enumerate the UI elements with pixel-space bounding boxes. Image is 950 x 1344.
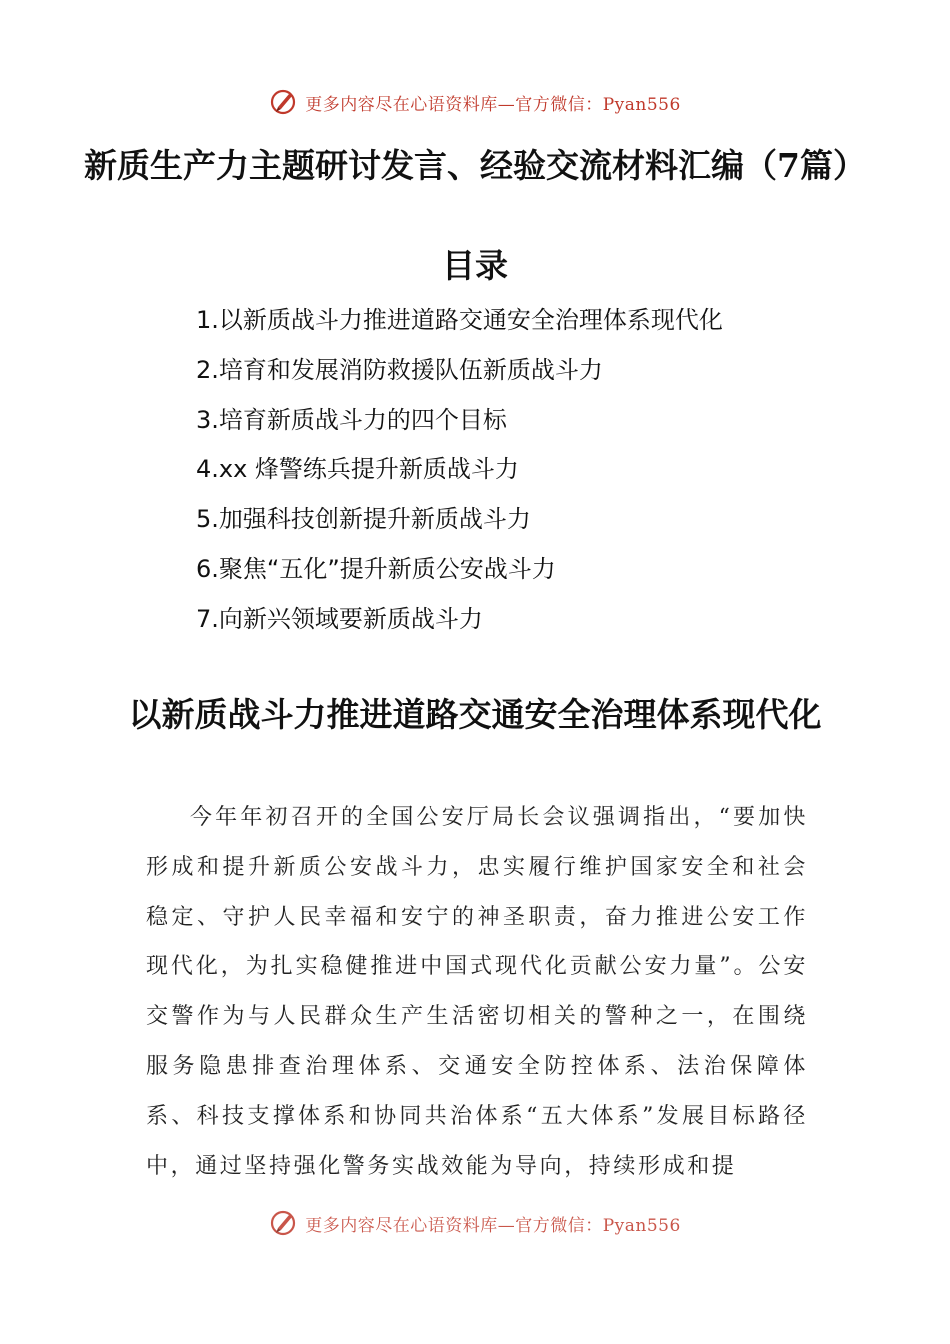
section-title: 以新质战斗力推进道路交通安全治理体系现代化 (128, 695, 822, 734)
toc-heading: 目录 (442, 246, 508, 285)
footer-watermark (0, 1206, 950, 1240)
watermark-text: 更多内容尽在心语资料库—官方微信：Pyan556 (305, 1215, 681, 1236)
toc-item[interactable]: 7.向新兴领域要新质战斗力 (196, 604, 483, 633)
toc-item[interactable]: 6.聚焦“五化”提升新质公安战斗力 (196, 554, 556, 583)
toc-item[interactable]: 4.xx 烽警练兵提升新质战斗力 (196, 455, 519, 484)
pen-logo-icon (269, 87, 299, 117)
toc-item[interactable]: 3.培育新质战斗力的四个目标 (196, 405, 507, 434)
document-title: 新质生产力主题研讨发言、经验交流材料汇编（7篇） (84, 146, 866, 185)
watermark-text: 更多内容尽在心语资料库—官方微信：Pyan556 (305, 94, 681, 115)
toc-item[interactable]: 5.加强科技创新提升新质战斗力 (196, 505, 531, 534)
pen-logo-icon (269, 1208, 299, 1238)
body-paragraph: 今年年初召开的全国公安厅局长会议强调指出，“要加快形成和提升新质公安战斗力，忠实履行维护国家安全和社会稳定、守护人民幸福和安宁的神圣职责，奋力推进公安工作现代化，为扎实稳健推进中国式现代化贡献公安力量”。公安交警作为与人民群众生产生活密切相关的警种之一，在围绕服务隐患排查治理体系、交通安全防控体系、法治保障体系、科技支撑体系和协同共治体系“五大体系”发展目标路径中，通过坚持强化警务实战效能为导向，持续形成和提 (146, 805, 808, 1179)
header-watermark (0, 85, 950, 119)
toc-item[interactable]: 2.培育和发展消防救援队伍新质战斗力 (196, 355, 603, 384)
table-of-contents (196, 296, 723, 645)
toc-item[interactable]: 1.以新质战斗力推进道路交通安全治理体系现代化 (196, 306, 723, 334)
